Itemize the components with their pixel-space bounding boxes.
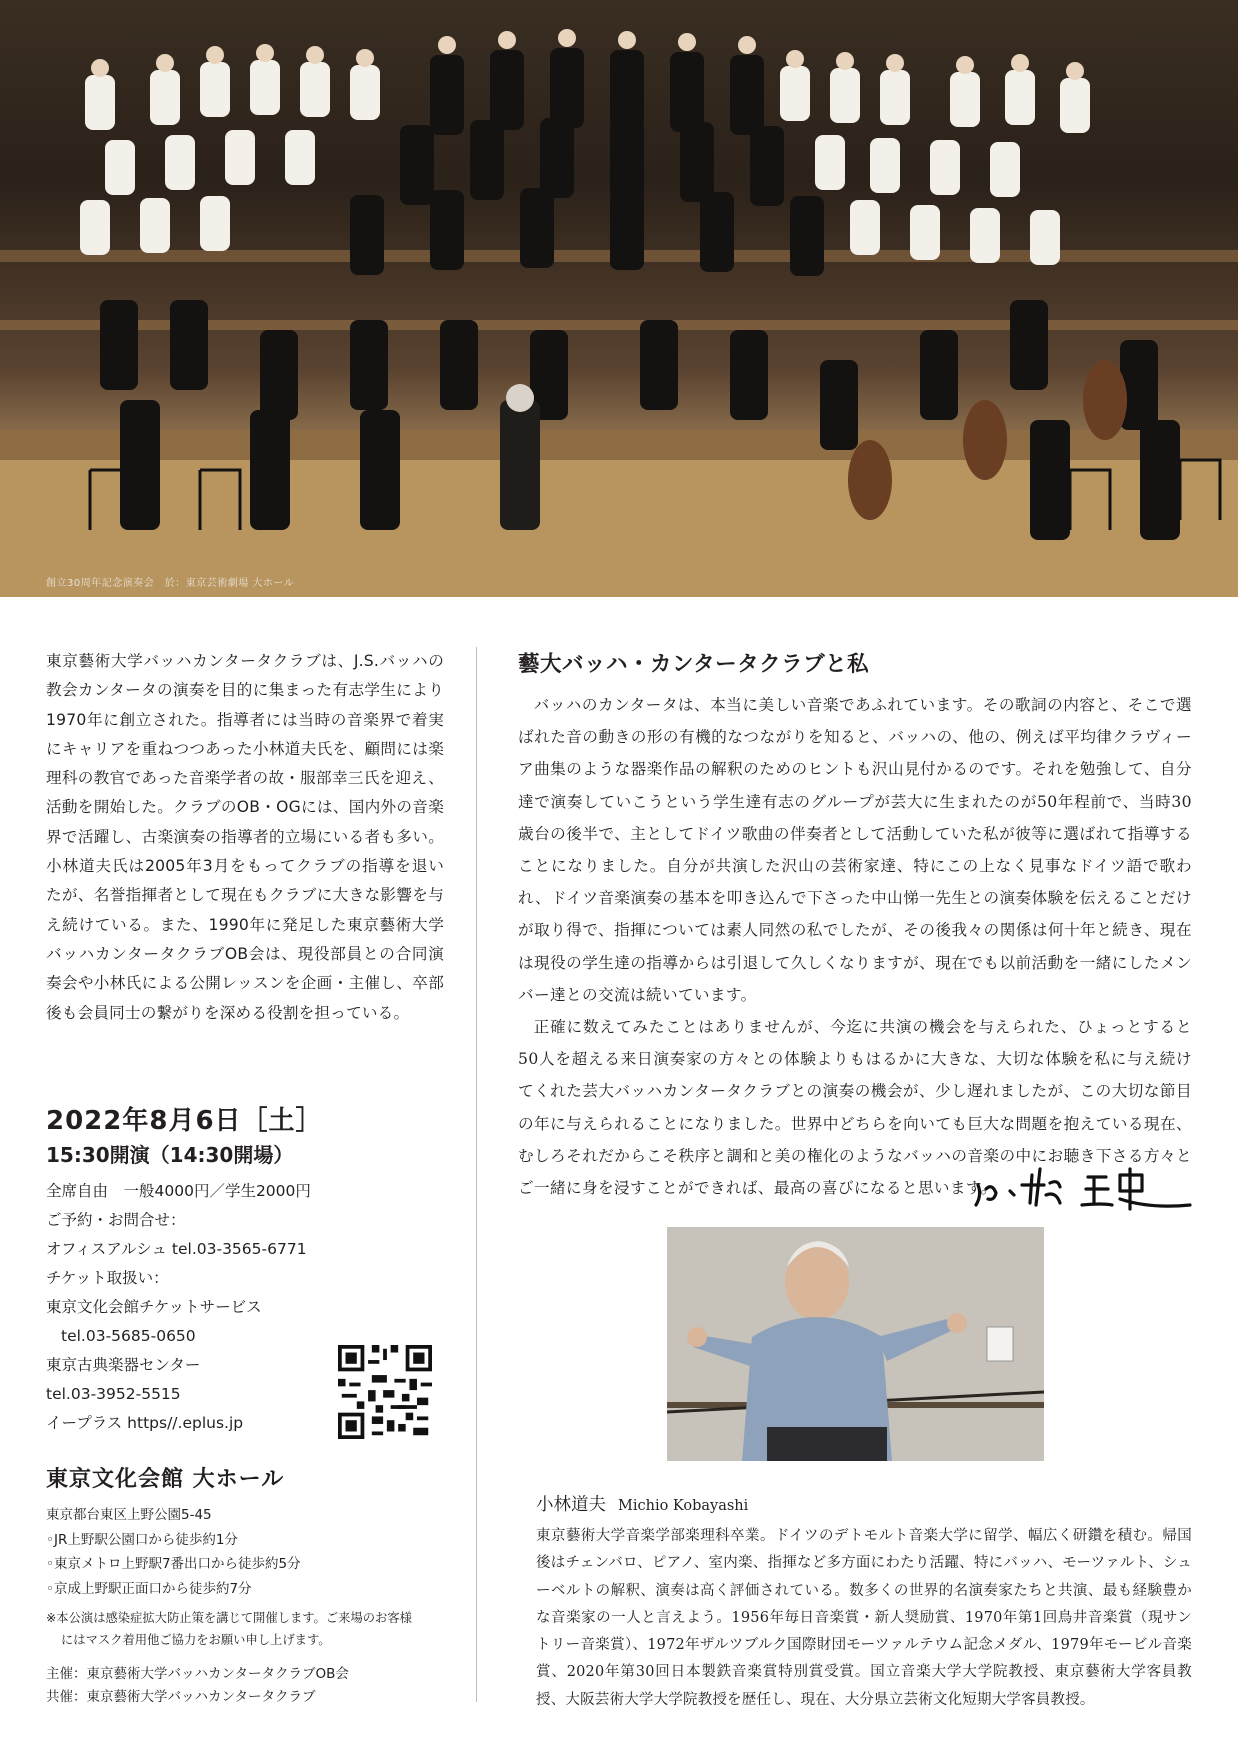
notice-line-2: にはマスク着用他ご協力をお願い申し上げます。: [61, 1633, 331, 1647]
venue-address: [46, 1503, 444, 1601]
ticket-service-tel[interactable]: tel.03-5685-0650: [61, 1327, 196, 1345]
photo-caption: 創立30周年記念演奏会 於：東京芸術劇場 大ホール: [46, 578, 295, 589]
price-line: 全席自由 一般4000円／学生2000円: [46, 1182, 311, 1200]
instrument-center-name: 東京古典楽器センター: [46, 1356, 201, 1374]
access-metro: ◦東京メトロ上野駅7番出口から徒歩約5分: [46, 1556, 301, 1572]
event-date: 2022年8月6日［土］: [46, 1106, 323, 1136]
organizers: [46, 1663, 444, 1709]
venue-name: 東京文化会館 大ホール: [46, 1467, 285, 1492]
access-jr: ◦JR上野駅公園口から徒歩約1分: [46, 1531, 238, 1548]
choir-orchestra-illustration: [0, 0, 1238, 597]
essay-body: [518, 689, 1192, 1204]
conductor-portrait: [667, 1227, 1044, 1461]
reservation-label: ご予約・お問合せ：: [46, 1211, 186, 1229]
qr-code[interactable]: [338, 1345, 432, 1439]
conductor-bio: 東京藝術大学音楽学部楽理科卒業。ドイツのデトモルト音楽大学に留学、幅広く研鑽を積む。帰国後はチェンバロ、ピアノ、室内楽、指揮など多方面にわたり活躍、特にバッハ、モーツァルト、シューベルトの解釈、演奏は高く評価されている。数多くの世界的名演奏家たちと共演、最も経験豊かな音楽家の一人と言えよう。1956年毎日音楽賞・新人奨励賞、1970年第1回鳥井音楽賞（現サントリー音楽賞）、1972年ザルツブルク国際財団モーツァルテウム記念メダル、1979年モービル音楽賞、2020年第30回日本製鉄音楽賞特別賞受賞。国立音楽大学大学院教授、東京藝術大学客員教授、大阪芸術大学大学院教授を歴任し、現在、大分県立芸術文化短期大学客員教授。: [536, 1528, 1192, 1708]
essay-paragraph-1: バッハのカンタータは、本当に美しい音楽であふれています。その歌詞の内容と、そこで選ばれた音の動きの形の有機的なつながりを知ると、バッハの、他の、例えば平均律クラヴィーア曲集のような器楽作品の解釈のためのヒントも沢山見付かるのです。それを勉強して、自分達で演奏していこうという学生達有志のグループが芸大に生まれたのが50年程前で、当時30歳台の後半で、主としてドイツ歌曲の伴奏者として活動していた私が彼等に選ばれて指導することになりました。自分が共演した沢山の芸術家達、特にこの上なく見事なドイツ語で歌われ、ドイツ音楽演奏の基本を叩き込んで下さった中山悌一先生との演奏体験を伝えることだけが取り得で、指揮については素人同然の私でしたが、その後我々の関係は何十年と続き、現在は現役の学生達の指導からは引退して久しくなりますが、現在でも以前活動を一緒にしたメンバー達との交流は続いています。: [518, 696, 1192, 1004]
eplus-link[interactable]: イープラス https//.eplus.jp: [46, 1414, 244, 1432]
access-keisei: ◦京成上野駅正面口から徒歩約7分: [46, 1580, 252, 1597]
instrument-center-tel[interactable]: tel.03-3952-5515: [46, 1385, 181, 1403]
concert-photo: [0, 0, 1238, 597]
conductor-name: [536, 1491, 748, 1516]
ticket-service-name: 東京文化会館チケットサービス: [46, 1298, 262, 1316]
organizer: 主催：東京藝術大学バッハカンタータクラブOB会: [46, 1666, 349, 1682]
portrait-illustration: [667, 1227, 1044, 1461]
handwritten-signature: [970, 1155, 1196, 1215]
cosponsor: 共催：東京藝術大学バッハカンタータクラブ: [46, 1689, 316, 1705]
name-japanese: 小林道夫: [536, 1495, 606, 1515]
ticket-label: チケット取扱い：: [46, 1269, 169, 1287]
covid-notice: [46, 1607, 444, 1651]
column-divider: [476, 647, 477, 1702]
name-english: Michio Kobayashi: [618, 1498, 749, 1514]
essay-title: 藝大バッハ・カンタータクラブと私: [518, 652, 870, 677]
office-contact[interactable]: オフィスアルシュ tel.03-3565-6771: [46, 1240, 307, 1258]
essay-paragraph-2: 正確に数えてみたことはありませんが、今迄に共演の機会を与えられた、ひょっとすると50人を超える来日演奏家の方々との体験よりもはるかに大きな、大切な体験を私に与え続けてくれた芸大バッハカンタータクラブとの演奏の機会が、少し遅れましたが、この大切な節目の年に与えられることになりました。世界中どちらを向いても巨大な問題を抱えている現在、むしろそれだからこそ秩序と調和と美の権化のようなバッハの音楽の中にお聴き下さる方々とご一緒に身を浸すことができれば、最高の喜びになると思います。: [518, 1018, 1192, 1198]
address-line: 東京都台東区上野公園5-45: [46, 1507, 212, 1523]
club-intro-text: 東京藝術大学バッハカンタータクラブは、J.S.バッハの教会カンタータの演奏を目的に集まった有志学生により1970年に創立された。指導者には当時の音楽界で着実にキャリアを重ねつつあった小林道夫氏を、顧問には楽理科の教官であった音楽学者の故・服部幸三氏を迎え、活動を開始した。クラブのOB・OGには、国内外の音楽界で活躍し、古楽演奏の指導者的立場にいる者も多い。小林道夫氏は2005年3月をもってクラブの指導を退いたが、名誉指揮者として現在もクラブに大きな影響を与え続けている。また、1990年に発足した東京藝術大学バッハカンタータクラブOB会は、現役部員との合同演奏会や小林氏による公開レッスンを企画・主催し、卒部後も会員同士の繋がりを深める役割を担っている。: [46, 652, 444, 1022]
notice-line-1: ※本公演は感染症拡大防止策を講じて開催します。ご来場のお客様: [46, 1611, 412, 1625]
event-time: 15:30開演（14:30開場）: [46, 1143, 294, 1167]
